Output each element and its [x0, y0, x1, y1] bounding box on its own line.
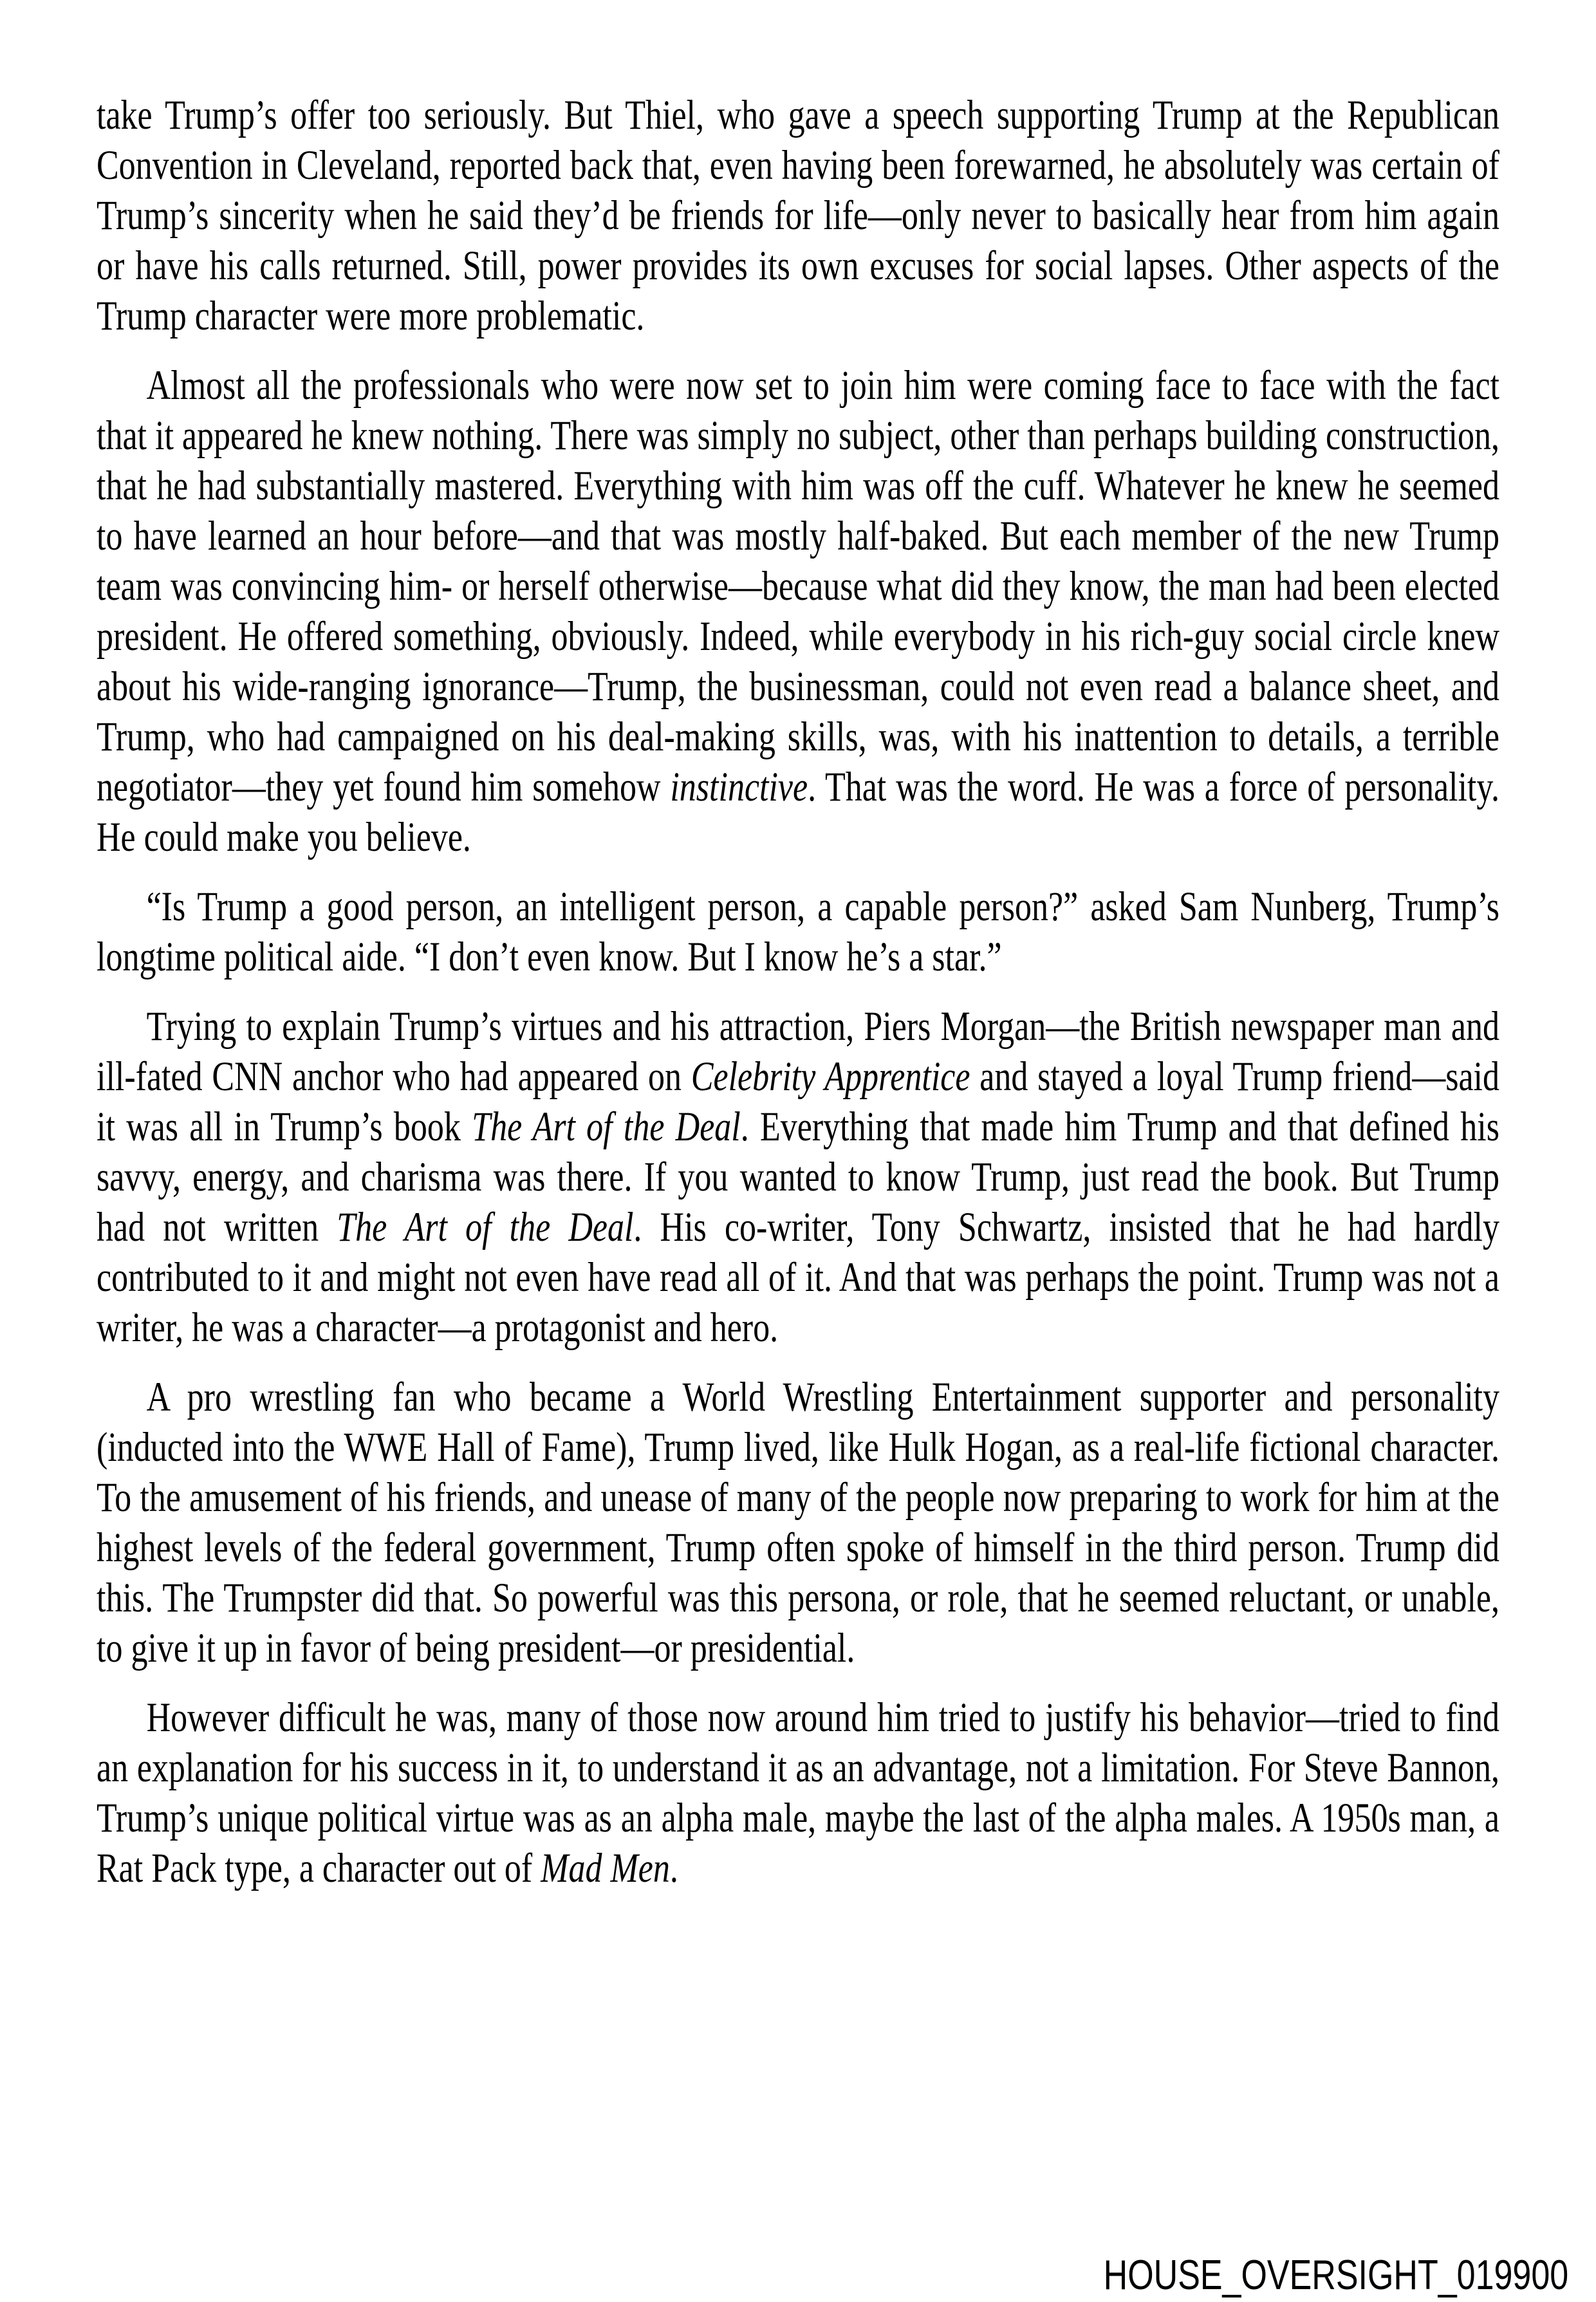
text-run: take Trump’s offer too seriously. But Thiel, who gave a speech supporting Trump at the Republican Convention in Cleveland, reported back that, even having been forewarned, he absolutely was certain of Trump’s sincerity when he said they’d be friends for life—only never to basically hear from him again or have his calls returned. Still, power provides its own excuses for social lapses. Other aspects of the Trump character were more problematic.: [97, 92, 1499, 339]
paragraph: [97, 1372, 1499, 1673]
text-run: . Everything that made him Trump and that defined his savvy, energy, and charisma was there. If you wanted to know Trump, just read the book. But Trump had not written: [97, 1104, 1499, 1250]
paragraph: [97, 90, 1499, 341]
paragraph: [97, 1001, 1499, 1353]
text-run: Almost all the professionals who were now set to join him were coming face to face with the fact that it appeared he knew nothing. There was simply no subject, other than perhaps building construction, that he had substantially mastered. Everything with him was off the cuff. Whatever he knew he seemed to have learned an hour before—and that was mostly half-baked. But each member of the new Trump team was convincing him- or herself otherwise—because what did they know, the man had been elected president. He offered something, obviously. Indeed, while everybody in his rich-guy social circle knew about his wide-ranging ignorance—Trump, the businessman, could not even read a balance sheet, and Trump, who had campaigned on his deal-making skills, was, with his inattention to details, a terrible negotiator—they yet found him somehow: [97, 362, 1499, 810]
paragraph: [97, 360, 1499, 862]
text-run: Trying to explain Trump’s virtues and his attraction, Piers Morgan—the British newspaper man and ill-fated CNN anchor who had appeared on: [97, 1003, 1499, 1100]
text-run: However difficult he was, many of those now around him tried to justify his behavior—tried to find an explanation for his success in it, to understand it as an advantage, not a limitation. For Steve Bannon, Trump’s unique political virtue was as an alpha male, maybe the last of the alpha males. A 1950s man, a Rat Pack type, a character out of: [97, 1694, 1499, 1891]
paragraph: [97, 1693, 1499, 1893]
text-run: . His co-writer, Tony Schwartz, insisted that he had hardly contributed to it and might not even have read all of it. And that was perhaps the point. Trump was not a writer, he was a character—a protagonist and hero.: [97, 1204, 1499, 1351]
text-run: “Is Trump a good person, an intelligent person, a capable person?” asked Sam Nunberg, Trump’s longtime political aide. “I don’t even know. But I know he’s a star.”: [97, 884, 1499, 980]
italic-text-run: instinctive: [670, 764, 808, 810]
text-run: .: [669, 1845, 678, 1891]
text-run: . That was the word. He was a force of personality. He could make you believe.: [97, 764, 1499, 860]
text-run: A pro wrestling fan who became a World Wrestling Entertainment supporter and personality (inducted into the WWE Hall of Fame), Trump lived, like Hulk Hogan, as a real-life fictional character. To the amusement of his friends, and unease of many of the people now preparing to work for him at the highest levels of the federal government, Trump often spoke of himself in the third person. Trump did this. The Trumpster did that. So powerful was this persona, or role, that he seemed reluctant, or unable, to give it up in favor of being president—or presidential.: [97, 1374, 1499, 1671]
text-run: and stayed a loyal Trump friend—said it was all in Trump’s book: [97, 1054, 1499, 1150]
italic-text-run: Mad Men: [541, 1845, 670, 1891]
italic-text-run: Celebrity Apprentice: [691, 1054, 970, 1100]
italic-text-run: The Art of the Deal: [472, 1104, 741, 1150]
italic-text-run: The Art of the Deal: [337, 1204, 634, 1250]
bates-number: HOUSE_OVERSIGHT_019900: [1103, 2251, 1568, 2298]
paragraph: [97, 882, 1499, 982]
body-text: [97, 90, 1499, 1913]
